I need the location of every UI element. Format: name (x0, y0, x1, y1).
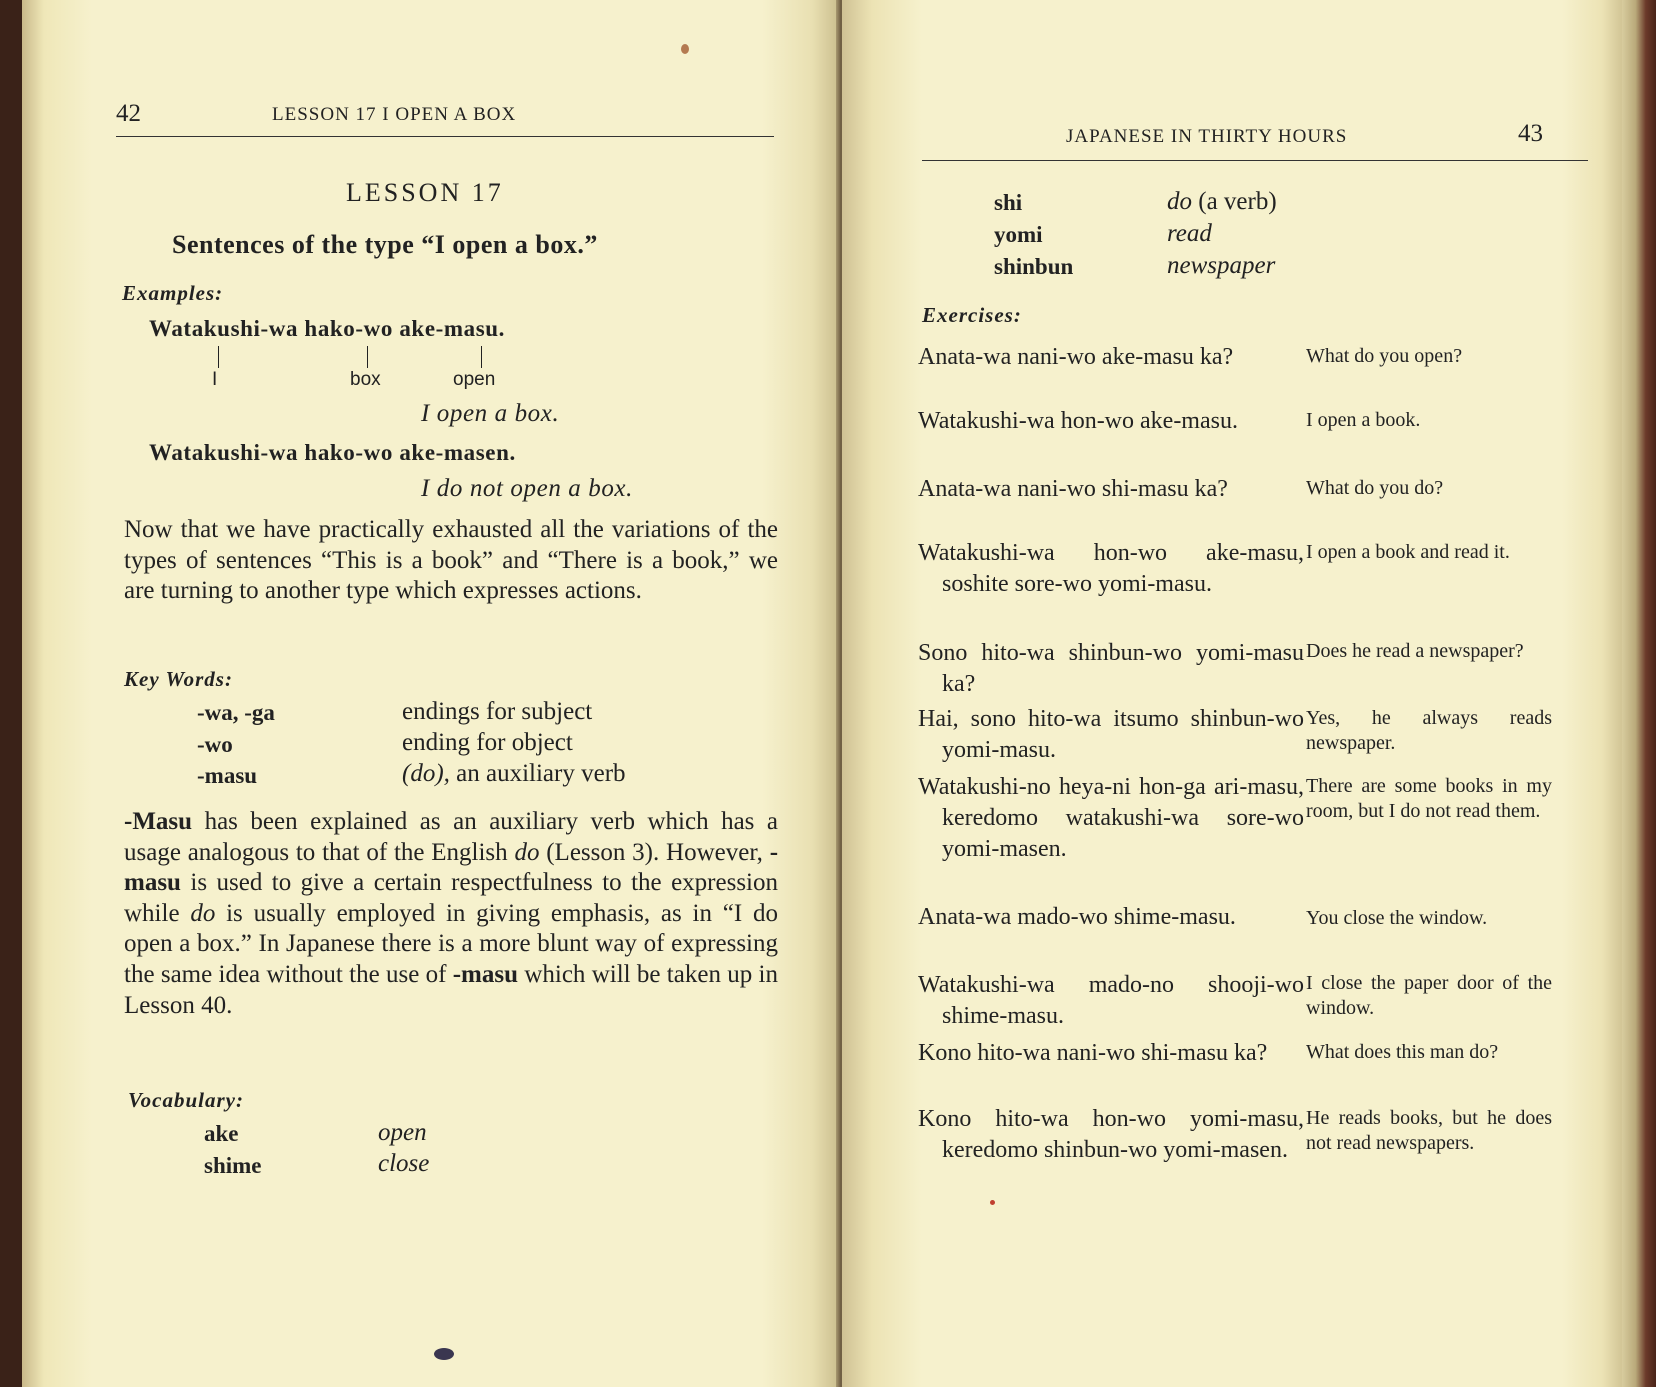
example-translation: I open a box. (421, 400, 560, 427)
gloss-line (218, 346, 219, 368)
exercise-japanese: Anata-wa nani-wo shi-masu ka? (918, 476, 1228, 502)
key-word-meaning: endings for subject (402, 698, 593, 725)
ink-blot (434, 1348, 454, 1360)
example-sentence: Watakushi-wa hako-wo ake-masen. (149, 440, 516, 465)
left-page (22, 0, 840, 1387)
vocab-word: shinbun (994, 254, 1074, 279)
exercise-japanese: Kono hito-wa nani-wo shi-masu ka? (918, 1040, 1268, 1066)
example-translation: I do not open a box. (421, 475, 633, 502)
section-heading: Sentences of the type “I open a box.” (172, 230, 598, 259)
exercise-japanese: Kono hito-wa hon-wo yomi-masu, keredomo shinbun-wo yomi-masen. (918, 1106, 1304, 1163)
exercise-english: I open a book. (1306, 409, 1421, 431)
gloss-label: box (350, 369, 381, 390)
exercise-english: There are some books in my room, but I do not read them. (1306, 775, 1552, 822)
ink-blot (681, 44, 689, 54)
exercise-english: You close the window. (1306, 907, 1488, 929)
body-paragraph: -Masu has been explained as an auxiliary verb which has a usage analogous to that of the English do (Lesson 3). However, -masu is used to give a certain respectfulness to the expression while do is usually employed in giving emphasis, as in “I do open a box.” In Japanese there is a more blunt way of expressing the same idea without the use of -masu which will be taken up in Lesson 40. (124, 808, 779, 1019)
exercise-japanese: Watakushi-wa hon-wo ake-masu, soshite sore-wo yomi-masu. (918, 540, 1304, 597)
exercises-label: Exercises: (922, 303, 1022, 327)
exercise-japanese: Anata-wa nani-wo ake-masu ka? (918, 344, 1234, 370)
book-edge (1622, 0, 1656, 1387)
page-number: 42 (116, 100, 141, 127)
key-word: -wo (197, 732, 233, 757)
vocab-word: shime (204, 1153, 262, 1178)
vocab-meaning: open (378, 1119, 427, 1146)
running-head: JAPANESE IN THIRTY HOURS (1066, 126, 1348, 147)
examples-label: Examples: (122, 281, 224, 305)
exercise-japanese: Watakushi-wa hon-wo ake-masu. (918, 408, 1238, 434)
exercise-english: I close the paper door of the window. (1306, 972, 1552, 1019)
right-page (842, 0, 1622, 1387)
key-words-label: Key Words: (124, 667, 233, 691)
vocab-meaning: newspaper (1167, 252, 1276, 279)
lesson-title: LESSON 17 (346, 178, 504, 207)
running-head: LESSON 17 I OPEN A BOX (272, 104, 517, 125)
page-number: 43 (1518, 120, 1543, 147)
example-sentence: Watakushi-wa hako-wo ake-masu. (149, 316, 506, 341)
vocab-word: yomi (994, 222, 1043, 247)
exercise-english: I open a book and read it. (1306, 541, 1510, 563)
gloss-line (367, 346, 368, 368)
exercise-english: What do you do? (1306, 477, 1444, 499)
exercise-japanese: Watakushi-no heya-ni hon-ga ari-masu, keredomo watakushi-wa sore-wo yomi-masen. (918, 774, 1304, 862)
ink-blot (990, 1200, 995, 1205)
gloss-label: open (453, 369, 496, 390)
exercise-english: What do you open? (1306, 345, 1463, 367)
exercise-english: What does this man do? (1306, 1041, 1499, 1063)
vocabulary-label: Vocabulary: (128, 1088, 244, 1112)
vocab-word: ake (204, 1121, 239, 1146)
key-word-meaning: (do), an auxiliary verb (402, 760, 626, 787)
gloss-label: I (212, 369, 218, 390)
key-word: -masu (197, 763, 258, 788)
exercise-english: Does he read a newspaper? (1306, 640, 1524, 662)
exercise-english: Yes, he always reads newspaper. (1306, 707, 1552, 754)
vocab-meaning: do (a verb) (1167, 188, 1277, 215)
body-paragraph: Now that we have practically exhausted all the variations of the types of sentences “This is a book” and “There is a book,” we are turning to another type which expresses actions. (124, 516, 778, 605)
exercise-japanese: Watakushi-wa mado-no shooji-wo shime-masu. (918, 972, 1304, 1029)
exercise-japanese: Sono hito-wa shinbun-wo yomi-masu ka? (918, 640, 1304, 697)
key-word-meaning: ending for object (402, 729, 573, 756)
exercise-english: He reads books, but he does not read newspapers. (1306, 1107, 1552, 1154)
vocab-meaning: read (1167, 220, 1212, 247)
vocab-word: shi (994, 190, 1023, 215)
gloss-line (481, 346, 482, 368)
key-word: -wa, -ga (197, 700, 275, 725)
exercise-japanese: Anata-wa mado-wo shime-masu. (918, 904, 1236, 930)
vocab-meaning: close (378, 1150, 430, 1177)
exercise-japanese: Hai, sono hito-wa itsumo shinbun-wo yomi-masu. (918, 706, 1304, 763)
header-rule (922, 160, 1588, 161)
header-rule (116, 136, 774, 137)
